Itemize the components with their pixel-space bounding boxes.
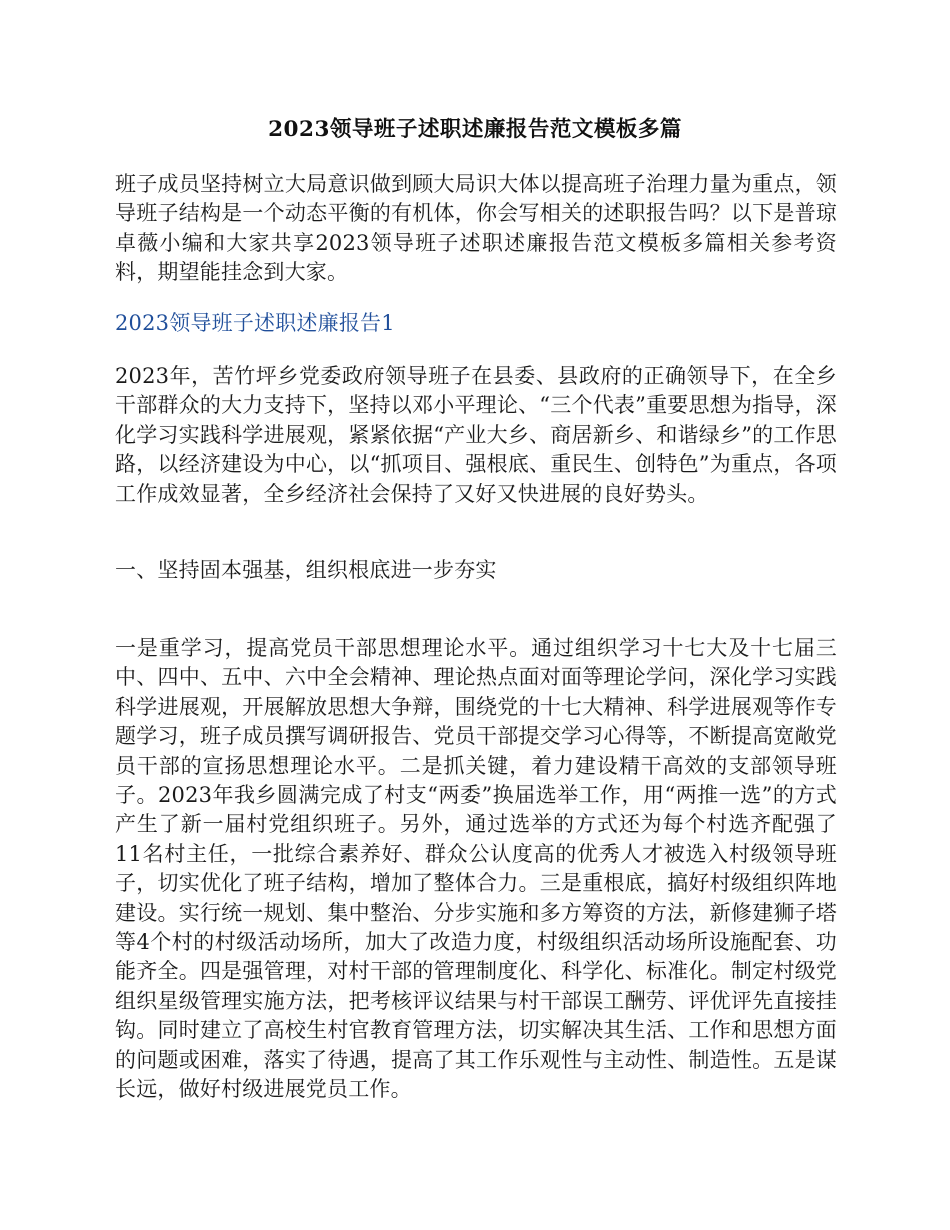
intro-paragraph: 班子成员坚持树立大局意识做到顾大局识大体以提高班子治理力量为重点，领导班子结构是一个动态平衡的有机体，你会写相关的述职报告吗？以下是普琼卓薇小编和大家共享2023领导班子述职述廉报告范文模板多篇相关参考资料，期望能挂念到大家。 — [115, 172, 837, 285]
section-heading: 2023领导班子述职述廉报告1 — [115, 311, 395, 335]
body-paragraph-1: 2023年，苦竹坪乡党委政府领导班子在县委、县政府的正确领导下，在全乡干部群众的大力支持下，坚持以邓小平理论、“三个代表”重要思想为指导，深化学习实践科学进展观，紧紧依据“产业大乡、商居新乡、和谐绿乡”的工作思路，以经济建设为中心，以“抓项目、强根底、重民生、创特色”为重点，各项工作成效显著，全乡经济社会保持了又好又快进展的良好势头。 — [115, 364, 837, 506]
subheading-1: 一、坚持固本强基，组织根底进一步夯实 — [115, 558, 497, 582]
body-paragraph-2: 一是重学习，提高党员干部思想理论水平。通过组织学习十七大及十七届三中、四中、五中、六中全会精神、理论热点面对面等理论学问，深化学习实践科学进展观，开展解放思想大争辩，围绕党的十七大精神、科学进展观等作专题学习，班子成员撰写调研报告、党员干部提交学习心得等，不断提高宽敞党员干部的宣扬思想理论水平。二是抓关键，着力建设精干高效的支部领导班子。2023年我乡圆满完成了村支“两委”换届选举工作，用“两推一选”的方式产生了新一届村党组织班子。另外，通过选举的方式还为每个村选齐配强了11名村主任，一批综合素养好、群众公认度高的优秀人才被选入村级领导班子，切实优化了班子结构，增加了整体合力。三是重根底，搞好村级组织阵地建设。实行统一规划、集中整治、分步实施和多方筹资的方法，新修建狮子塔等4个村的村级活动场所，加大了改造力度，村级组织活动场所设施配套、功能齐全。四是强管理，对村干部的管理制度化、科学化、标准化。制定村级党组织星级管理实施方法，把考核评议结果与村干部误工酬劳、评优评先直接挂钩。同时建立了高校生村官教育管理方法，切实解决其生活、工作和思想方面的问题或困难，落实了待遇，提高了其工作乐观性与主动性、制造性。五是谋长远，做好村级进展党员工作。 — [115, 636, 837, 1102]
document-title: 2023领导班子述职述廉报告范文模板多篇 — [268, 117, 682, 142]
